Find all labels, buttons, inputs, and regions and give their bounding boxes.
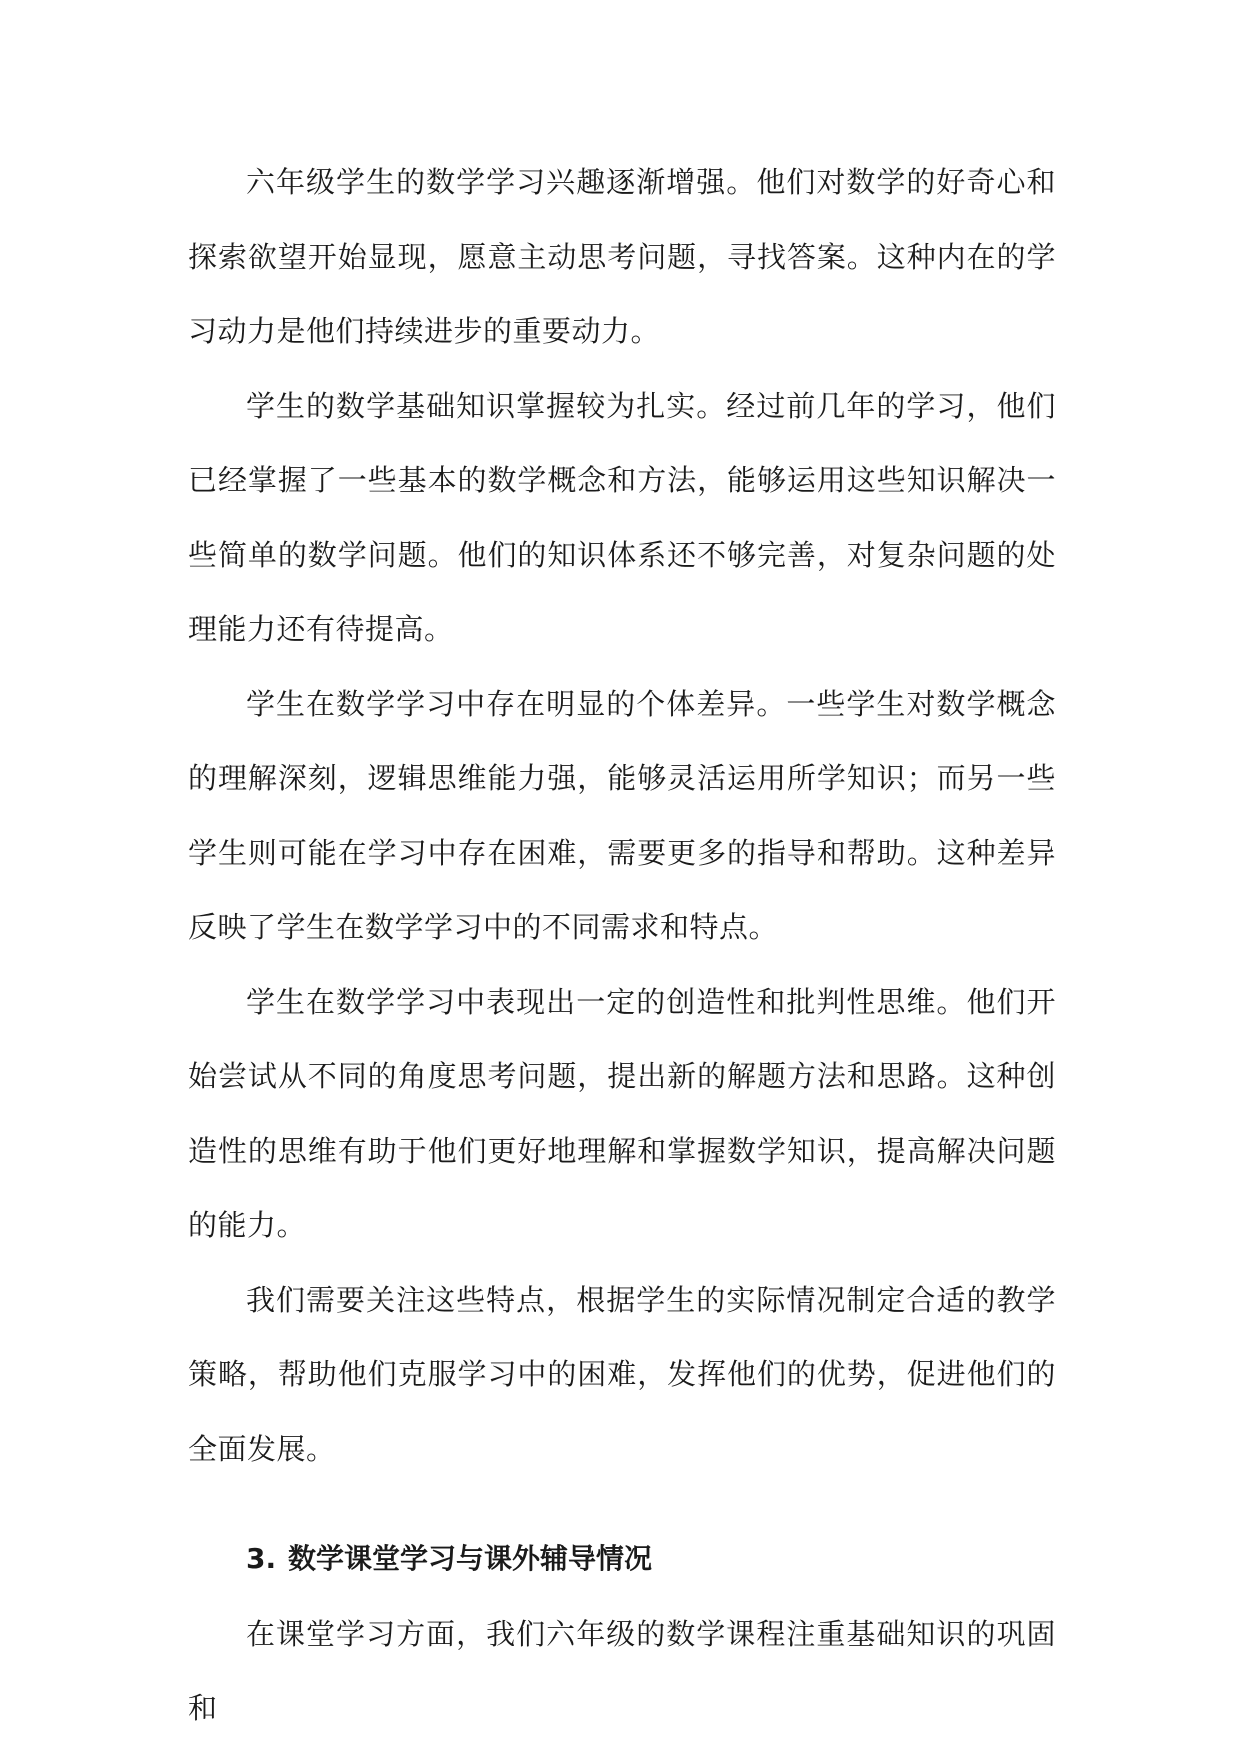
- paragraph-foundation: 学生的数学基础知识掌握较为扎实。经过前几年的学习，他们已经掌握了一些基本的数学概念和方法，能够运用这些知识解决一些简单的数学问题。他们的知识体系还不够完善，对复杂问题的处理能力还有待提高。: [188, 388, 1056, 646]
- paragraph-classroom-learning: 在课堂学习方面，我们六年级的数学课程注重基础知识的巩固和: [188, 1616, 1056, 1725]
- section-title: 数学课堂学习与课外辅导情况: [288, 1542, 653, 1575]
- section-heading: [188, 1522, 1056, 1597]
- document-body: [188, 145, 1056, 1746]
- paragraph-interest: 六年级学生的数学学习兴趣逐渐增强。他们对数学的好奇心和探索欲望开始显现，愿意主动思考问题，寻找答案。这种内在的学习动力是他们持续进步的重要动力。: [188, 165, 1056, 348]
- section-spacer: [188, 1486, 1056, 1522]
- paragraph-individual-differences: 学生在数学学习中存在明显的个体差异。一些学生对数学概念的理解深刻，逻辑思维能力强，能够灵活运用所学知识；而另一些学生则可能在学习中存在困难，需要更多的指导和帮助。这种差异反映了学生在数学学习中的不同需求和特点。: [188, 686, 1056, 944]
- paragraph-creative-thinking: 学生在数学学习中表现出一定的创造性和批判性思维。他们开始尝试从不同的角度思考问题，提出新的解题方法和思路。这种创造性的思维有助于他们更好地理解和掌握数学知识，提高解决问题的能力。: [188, 984, 1056, 1242]
- paragraph-teaching-strategy: 我们需要关注这些特点，根据学生的实际情况制定合适的教学策略，帮助他们克服学习中的困难，发挥他们的优势，促进他们的全面发展。: [188, 1282, 1056, 1466]
- section-number: 3.: [246, 1542, 277, 1575]
